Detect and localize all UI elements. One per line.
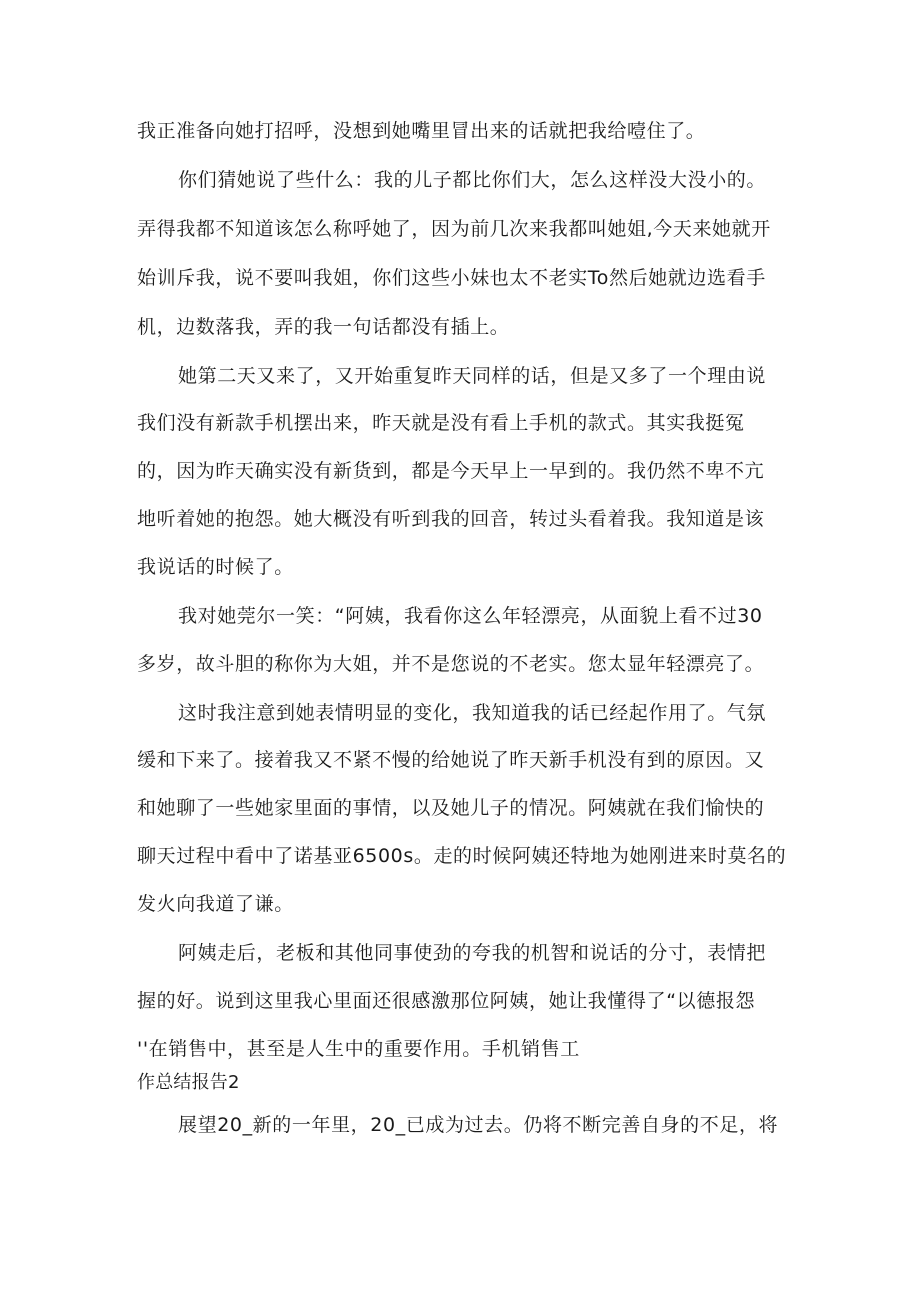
text-line-11: 我对她莞尔一笑：“阿姨，我看你这么年轻漂亮，从面貌上看不过30 (178, 605, 763, 627)
text-line-20: ''在销售中，甚至是人生中的重要作用。手机销售工 (137, 1038, 580, 1060)
text-line-7: 我们没有新款手机摆出来，昨天就是没有看上手机的款式。其实我挺冤 (137, 412, 745, 434)
text-line-10: 我说话的时候了。 (137, 556, 294, 578)
text-line-22: 展望20_新的一年里，20_已成为过去。仍将不断完善自身的不足，将 (178, 1114, 779, 1136)
text-line-12: 多岁，故斗胆的称你为大姐，并不是您说的不老实。您太显年轻漂亮了。 (137, 653, 765, 675)
text-line-15: 和她聊了一些她家里面的事情，以及她儿子的情况。阿姨就在我们愉快的 (137, 797, 765, 819)
text-line-16: 聊天过程中看中了诺基亚6500s。走的时候阿姨还特地为她刚进来时莫名的 (137, 845, 787, 867)
text-line-17: 发火向我道了谦。 (137, 893, 294, 915)
text-line-5: 机，边数落我，弄的我一句话都没有插上。 (137, 316, 510, 338)
text-line-8: 的，因为昨天确实没有新货到，都是今天早上一早到的。我仍然不卑不亢 (137, 460, 765, 482)
text-line-13: 这时我注意到她表情明显的变化，我知道我的话已经起作用了。气氛 (178, 702, 767, 724)
section-heading: 作总结报告2 (137, 1072, 240, 1093)
text-line-19: 握的好。说到这里我心里面还很感激那位阿姨，她让我懂得了“以德报怨 (137, 990, 756, 1012)
text-line-1: 我正准备向她打招呼，没想到她嘴里冒出来的话就把我给噎住了。 (137, 120, 706, 142)
text-line-14: 缓和下来了。接着我又不紧不慢的给她说了昨天新手机没有到的原因。又 (137, 749, 765, 771)
text-line-18: 阿姨走后，老板和其他同事使劲的夸我的机智和说话的分寸，表情把 (178, 942, 767, 964)
text-line-2: 你们猜她说了些什么：我的儿子都比你们大，怎么这样没大没小的。 (178, 169, 767, 191)
text-line-3: 弄得我都不知道该怎么称呼她了，因为前几次来我都叫她姐,今天来她就开 (137, 218, 771, 240)
text-line-4: 始训斥我，说不要叫我姐，你们这些小妹也太不老实To然后她就边选看手 (137, 267, 766, 289)
text-line-6: 她第二天又来了，又开始重复昨天同样的话，但是又多了一个理由说 (178, 365, 767, 387)
text-line-9: 地听着她的抱怨。她大概没有听到我的回音，转过头看着我。我知道是该 (137, 508, 765, 530)
